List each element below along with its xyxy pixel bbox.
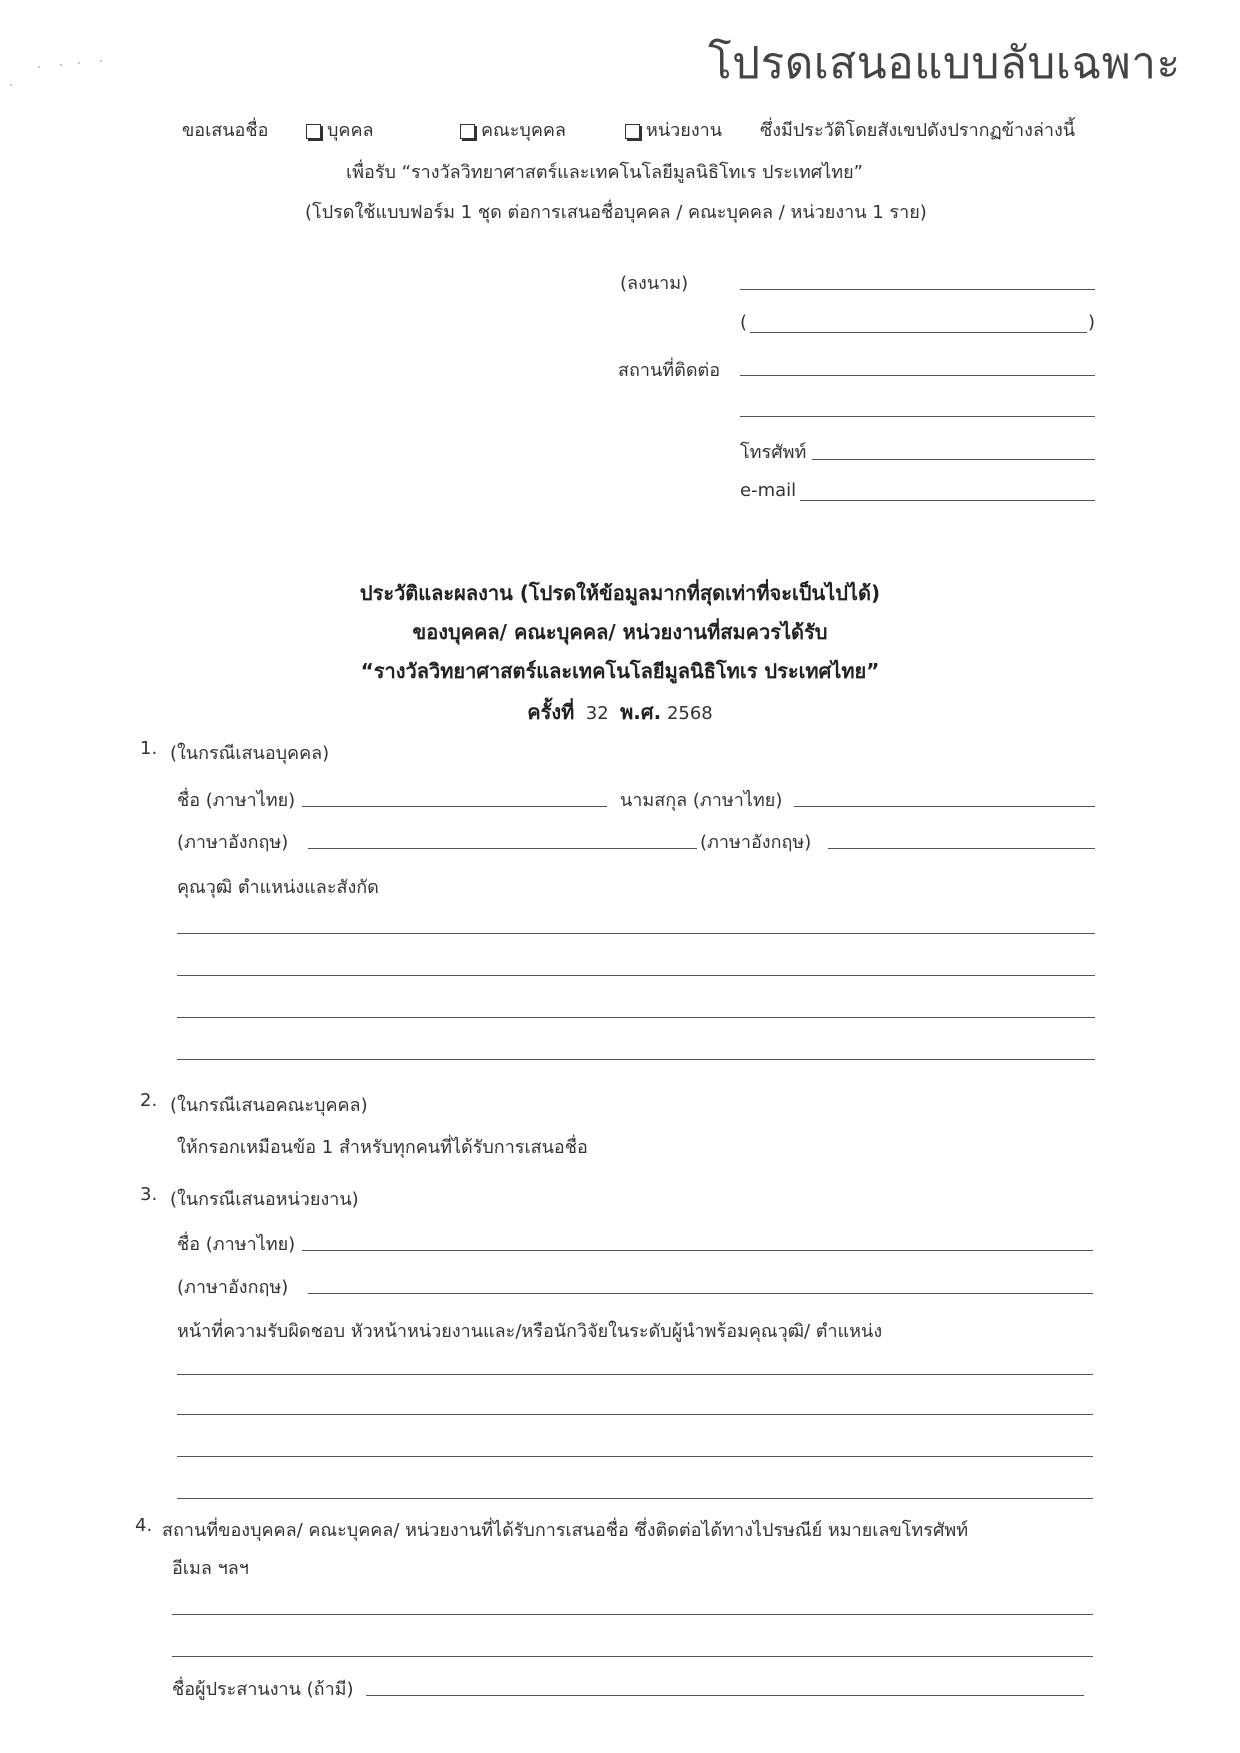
name-paren-open: (: [740, 312, 748, 333]
item3-duties-line-3[interactable]: [177, 1456, 1093, 1457]
item3-duties-label: หน้าที่ความรับผิดชอบ หัวหน้าหน่วยงานและ/หรือนักวิจัยในระดับผู้นำพร้อมคุณวุฒิ/ ตำแหน่ง: [177, 1321, 883, 1342]
scan-speck: [38, 66, 40, 68]
section-title-line1: ประวัติและผลงาน (โปรดให้ข้อมูลมากที่สุดเท่าที่จะเป็นไปได้): [359, 581, 881, 605]
item3-duties-line-4[interactable]: [177, 1498, 1093, 1499]
item1-qualification-line-3[interactable]: [177, 1017, 1095, 1018]
phone-line[interactable]: [812, 459, 1095, 460]
option-individual[interactable]: [306, 115, 374, 144]
checkbox-individual[interactable]: [306, 124, 321, 139]
item1-qualification-line-2[interactable]: [177, 975, 1095, 976]
address-line-1[interactable]: [740, 375, 1095, 376]
item3-duties-line-1[interactable]: [177, 1374, 1093, 1375]
year-number: 2568: [666, 703, 713, 724]
nominate-suffix: ซึ่งมีประวัติโดยสังเขปดังปรากฏข้างล่างนี้: [760, 120, 1076, 141]
scan-speck: [60, 64, 62, 66]
printed-name-line[interactable]: [750, 332, 1087, 333]
phone-label: โทรศัพท์: [740, 442, 807, 463]
item3-number: 3.: [140, 1184, 158, 1205]
item4-text-line2: อีเมล ฯลฯ: [172, 1558, 249, 1579]
item1-surname-en-line[interactable]: [828, 848, 1095, 849]
checkbox-group[interactable]: [460, 124, 475, 139]
option-organization-label: หน่วยงาน: [646, 120, 723, 141]
option-organization[interactable]: [625, 115, 722, 144]
item2-instruction: ให้กรอกเหมือนข้อ 1 สำหรับทุกคนที่ได้รับการเสนอชื่อ: [177, 1137, 588, 1158]
item1-name-en-label: (ภาษาอังกฤษ): [177, 832, 289, 853]
item1-qualification-line-1[interactable]: [177, 933, 1095, 934]
item2-heading: (ในกรณีเสนอคณะบุคคล): [170, 1095, 368, 1116]
email-line[interactable]: [800, 500, 1095, 501]
section-title-line4: [0, 696, 1240, 728]
section-title-line2: ของบุคคล/ คณะบุคคล/ หน่วยงานที่สมควรได้รับ: [412, 620, 828, 644]
item1-number: 1.: [140, 738, 158, 759]
item1-name-en-line[interactable]: [308, 848, 697, 849]
item1-surname-th-line[interactable]: [794, 806, 1095, 807]
item3-duties-line-2[interactable]: [177, 1414, 1093, 1415]
item1-qualification-label: คุณวุฒิ ตำแหน่งและสังกัด: [177, 877, 379, 898]
address-label: สถานที่ติดต่อ: [618, 360, 721, 381]
nominate-prefix: ขอเสนอชื่อ: [182, 120, 269, 141]
item1-surname-th-label: นามสกุล (ภาษาไทย): [620, 790, 783, 811]
option-individual-label: บุคคล: [327, 120, 374, 141]
item1-surname-en-label: (ภาษาอังกฤษ): [700, 832, 812, 853]
section-title-line3: “รางวัลวิทยาศาสตร์และเทคโนโลยีมูลนิธิโทเร ประเทศไทย”: [360, 659, 880, 683]
item3-name-en-label: (ภาษาอังกฤษ): [177, 1277, 289, 1298]
item1-name-th-line[interactable]: [302, 806, 607, 807]
scan-speck: [100, 60, 102, 62]
sign-label: (ลงนาม): [620, 273, 689, 294]
name-paren-close: ): [1088, 312, 1096, 333]
item3-name-th-label: ชื่อ (ภาษาไทย): [177, 1234, 296, 1255]
email-label: e-mail: [740, 480, 797, 501]
option-group-label: คณะบุคคล: [481, 120, 566, 141]
item3-name-en-line[interactable]: [308, 1293, 1093, 1294]
scan-speck: [78, 62, 80, 64]
item3-heading: (ในกรณีเสนอหน่วยงาน): [170, 1189, 359, 1210]
item4-address-line-2[interactable]: [172, 1656, 1093, 1657]
item3-name-th-line[interactable]: [302, 1250, 1093, 1251]
round-label: ครั้งที่: [527, 700, 575, 724]
address-line-2[interactable]: [740, 416, 1095, 417]
option-group[interactable]: [460, 115, 566, 144]
item4-number: 4.: [135, 1515, 153, 1536]
round-number: 32: [585, 703, 609, 724]
coordinator-label: ชื่อผู้ประสานงาน (ถ้ามี): [172, 1679, 354, 1700]
item4-text-line1: สถานที่ของบุคคล/ คณะบุคคล/ หน่วยงานที่ได้รับการเสนอชื่อ ซึ่งติดต่อได้ทางไปรษณีย์ หมายเลขโทรศัพท์: [162, 1520, 969, 1541]
checkbox-organization[interactable]: [625, 124, 640, 139]
scan-speck: [10, 84, 12, 86]
year-label: พ.ศ.: [620, 700, 662, 724]
item1-qualification-line-4[interactable]: [177, 1059, 1095, 1060]
item4-address-line-1[interactable]: [172, 1614, 1093, 1615]
confidential-title: โปรดเสนอแบบลับเฉพาะ: [708, 38, 1181, 89]
form-usage-note: (โปรดใช้แบบฟอร์ม 1 ชุด ต่อการเสนอชื่อบุคคล / คณะบุคคล / หน่วยงาน 1 ราย): [305, 202, 927, 223]
coordinator-line[interactable]: [366, 1695, 1084, 1696]
item1-heading: (ในกรณีเสนอบุคคล): [170, 743, 330, 764]
award-purpose: เพื่อรับ “รางวัลวิทยาศาสตร์และเทคโนโลยีมูลนิธิโทเร ประเทศไทย”: [346, 162, 864, 183]
item2-number: 2.: [140, 1090, 158, 1111]
signature-line[interactable]: [740, 289, 1095, 290]
item1-name-th-label: ชื่อ (ภาษาไทย): [177, 790, 296, 811]
